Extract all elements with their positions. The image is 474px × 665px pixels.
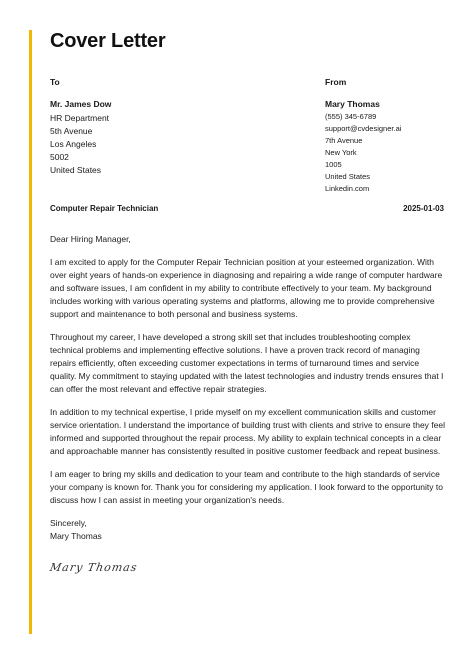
sender-block <box>325 98 401 195</box>
accent-bar <box>29 30 32 634</box>
sender-line: 1005 <box>325 160 342 169</box>
page-title: Cover Letter <box>50 30 166 52</box>
letter-date: 2025-01-03 <box>403 204 444 213</box>
recipient-line: 5002 <box>50 152 69 162</box>
letter-body <box>50 233 446 543</box>
recipient-line: United States <box>50 165 102 175</box>
paragraph: In addition to my technical expertise, I pride myself on my excellent communication skills and customer service orientation. I understand the importance of building trust with clients and strive to ensure they feel informed and supported throughout the repair process. My ability to explain technical concepts in a clear and approachable manner has consistently resulted in positive customer feedback and repeat business. <box>50 407 445 456</box>
sender-line: 7th Avenue <box>325 136 363 145</box>
salutation: Dear Hiring Manager, <box>50 234 131 244</box>
subject-line: Computer Repair Technician <box>50 204 159 213</box>
sender-line: New York <box>325 148 357 157</box>
recipient-line: Los Angeles <box>50 139 97 149</box>
paragraph: I am eager to bring my skills and dedication to your team and contribute to the high standards of service your company is known for. Thank you for considering my application. I look forward to the opportunity to discuss how I can assist in meeting your organization's needs. <box>50 469 443 505</box>
to-heading: To <box>50 77 60 87</box>
sender-name: Mary Thomas <box>325 99 380 109</box>
paragraph: I am excited to apply for the Computer Repair Technician position at your esteemed organization. With over eight years of hands-on experience in diagnosing and repairing a wide range of computer hardware and software issues, I am confident in my ability to contribute effectively to your team. My background includes working with various operating systems and platforms, allowing me to provide comprehensive support and maintenance to both personal and business systems. <box>50 257 443 319</box>
from-heading: From <box>325 77 347 87</box>
sender-line: United States <box>325 172 371 181</box>
recipient-block <box>50 98 111 177</box>
recipient-name: Mr. James Dow <box>50 99 112 109</box>
sender-phone: (555) 345-6789 <box>325 112 377 121</box>
recipient-line: HR Department <box>50 113 110 123</box>
subject-row <box>50 204 444 213</box>
sender-linkedin: Linkedin.com <box>325 184 370 193</box>
paragraph: Throughout my career, I have developed a strong skill set that includes troubleshooting complex technical problems and implementing effective solutions. I have a proven track record of managing repairs efficiently, often exceeding customer expectations in terms of turnaround times and service quality. My commitment to staying updated with the latest technologies and industry trends ensures that I can offer the most relevant and effective repair strategies. <box>50 332 444 394</box>
signature: Mary Thomas <box>48 561 139 574</box>
closing-name: Mary Thomas <box>50 531 102 541</box>
closing: Sincerely, <box>50 518 87 528</box>
sender-email: support@cvdesigner.ai <box>325 124 402 133</box>
recipient-line: 5th Avenue <box>50 126 93 136</box>
